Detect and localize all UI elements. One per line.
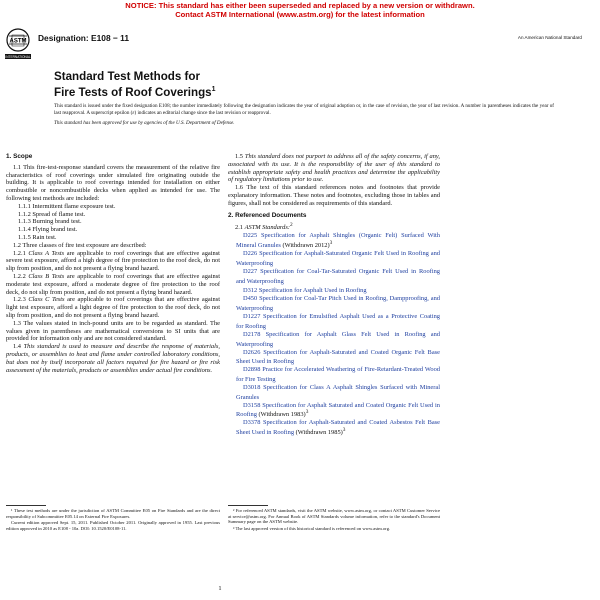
footnote-1-edition: Current edition approved Sept. 15, 2011. Published October 2011. Originally approved in 1955. Last previous edition approved in 2010 as E108 - 10a. DOI: 10.1520/E0108-11. <box>6 520 220 531</box>
reference-title-link[interactable]: Specification for Asphalt Used in Roofing <box>258 287 367 295</box>
list-item: 1.1.4 Flying brand test. <box>18 226 78 234</box>
notice-line-1: NOTICE: This standard has either been superseded and replaced by a new version or withdrawn. <box>125 1 475 10</box>
paragraph-1-4: 1.4 This standard is used to measure and describe the response of materials, products, or assemblies to heat and flame under controlled laboratory conditions, but does not by itself incorporate all factors required for fire hazard or fire risk assessment of the materials, products or assemblies under actual fire conditions. <box>6 343 220 374</box>
intro-designation-note: This standard is issued under the fixed designation E108; the number immediately following the designation indicates the year of original adoption or, in the case of revision, the year of last revision. A number in parentheses indicates the year of last reapproval. A superscript epsilon (ε) indicates an editorial change since the last revision or reapproval. <box>54 103 554 116</box>
left-column <box>6 153 220 374</box>
paragraph-1-1: 1.1 This fire-test-response standard covers the measurement of the relative fire characteristics of roof coverings under simulated fire originating outside the building. It is applicable to roof coverings intended for installation on either combustible or noncombustible decks when applied as intended for use. The following test methods are included: <box>6 163 220 202</box>
title-line-2: Fire Tests of Roof Coverings$^1$ <box>54 85 216 99</box>
paragraph-1-2-2: 1.2.2 Class B Tests are applicable to roof coverings that are effective against moderate test exposure, afford a moderate degree of fire protection to the roof deck, do not slip from position, and do not present a flying brand hazard. <box>6 272 220 296</box>
supersession-notice <box>0 0 600 19</box>
reference-title-link[interactable]: Specification for Asphalt-Saturated and Coated Asbestos Felt Base Sheet Used in Roofing <box>236 419 440 437</box>
referenced-documents-heading: 2. Referenced Documents <box>228 211 307 219</box>
paragraph-1-3: 1.3 The values stated in inch-pound units are to be regarded as standard. The values given in parentheses are mathematical conversions to SI units that are provided for information only and are not considered standard. <box>6 319 220 343</box>
footnote-2: ² For referenced ASTM standards, visit the ASTM website, www.astm.org, or contact ASTM Customer Service at service@astm.org. For Annual Book of ASTM Standards volume information, refer to the standard's Document Summary page on the ASTM website. <box>228 508 440 525</box>
standard-intro <box>54 103 554 131</box>
reference-title-link[interactable]: Practice for Accelerated Weathering of Fire-Retardant-Treated Wood for Fire Testing <box>236 366 440 384</box>
reference-item <box>228 313 440 331</box>
reference-code-link[interactable]: D312 <box>243 287 258 295</box>
reference-item <box>228 250 440 268</box>
reference-item <box>228 402 440 420</box>
intro-dod-approval: This standard has been approved for use by agencies of the U.S. Department of Defense. <box>54 120 235 127</box>
right-column <box>228 153 440 437</box>
footnote-ref-3[interactable]: 3 <box>305 409 309 416</box>
list-item: 1.1.1 Intermittent flame exposure test. <box>18 202 116 210</box>
paragraph-1-2-1: 1.2.1 Class A Tests are applicable to roof coverings that are effective against severe test exposure, afford a high degree of fire protection to the roof deck, do not slip from position, and do not present a flying brand hazard. <box>6 249 220 273</box>
footnote-ref-3[interactable]: 3 <box>329 240 333 247</box>
reference-code-link[interactable]: D225 <box>243 232 258 240</box>
reference-item <box>228 366 440 384</box>
notice-line-2: Contact ASTM International (www.astm.org) for the latest information <box>175 10 425 19</box>
svg-text:INTERNATIONAL: INTERNATIONAL <box>5 55 31 59</box>
american-national-standard-label: An American National Standard <box>517 35 582 40</box>
reference-code-link[interactable]: D226 <box>243 250 258 258</box>
reference-code-link[interactable]: D1227 <box>243 313 261 321</box>
reference-item <box>228 349 440 367</box>
footnotes-left <box>6 505 220 532</box>
reference-code-link[interactable]: D2626 <box>243 348 261 356</box>
reference-item <box>228 384 440 402</box>
page-title <box>54 70 554 99</box>
reference-title-link[interactable]: Specification for Class A Asphalt Shingles Surfaced with Mineral Granules <box>236 383 440 401</box>
list-item: 1.1.3 Burning brand test. <box>18 218 82 226</box>
scope-heading: 1. Scope <box>6 153 33 160</box>
reference-title-link[interactable]: Specification for Emulsified Asphalt Used as a Protective Coating for Roofing <box>236 313 440 331</box>
reference-code-link[interactable]: D2178 <box>243 330 261 338</box>
footnote-1: ¹ These test methods are under the jurisdiction of ASTM Committee E05 on Fire Standards and are the direct responsibility of Subcommittee E05.14 on External Fire Exposures. <box>6 508 220 519</box>
reference-withdrawn-note: (Withdrawn 1985) <box>294 429 343 437</box>
reference-code-link[interactable]: D227 <box>243 267 258 275</box>
reference-title-link[interactable]: Specification for Asphalt-Saturated and Coated Organic Felt Base Sheet Used in Roofing <box>236 348 440 366</box>
reference-title-link[interactable]: Specification for Asphalt Saturated and Coated Organic Felt Used in Roofing <box>236 401 440 419</box>
designation: Designation: E108 − 11 <box>38 33 129 43</box>
reference-code-link[interactable]: D3378 <box>243 419 261 427</box>
reference-code-link[interactable]: D3018 <box>243 383 261 391</box>
list-item: 1.1.2 Spread of flame test. <box>18 210 86 218</box>
reference-item <box>228 268 440 286</box>
reference-item <box>228 331 440 349</box>
svg-text:ASTM: ASTM <box>9 38 27 45</box>
reference-item <box>228 419 440 437</box>
astm-logo-icon <box>4 27 32 63</box>
title-footnote-ref[interactable]: 1 <box>211 86 216 93</box>
paragraph-1-5: 1.5 This standard does not purport to address all of the safety concerns, if any, associated with its use. It is the responsibility of the user of this standard to establish appropriate safety and health practices and determine the applicability of regulatory limitations prior to use. <box>228 153 440 184</box>
paragraph-1-2-3: 1.2.3 Class C Tests are applicable to roof coverings that are effective against light test exposure, afford a light degree of fire protection to the roof deck, do not slip from position, and do not present a flying brand hazard. <box>6 296 220 319</box>
reference-title-link[interactable]: Specification for Asphalt-Saturated Organic Felt Used in Roofing and Waterproofing <box>236 250 440 267</box>
reference-code-link[interactable]: D450 <box>243 295 258 303</box>
paragraph-1-2: 1.2 Three classes of fire test exposure are described: <box>13 241 147 249</box>
paragraph-1-6: 1.6 The text of this standard references notes and footnotes that provide explanatory information. These notes and footnotes, excluding those in tables and figures, shall not be considered as requirements of this standard. <box>228 184 440 207</box>
reference-title-link[interactable]: Specification for Asphalt Shingles (Organic Felt) Surfaced With Mineral Granules <box>236 232 440 250</box>
reference-code-link[interactable]: D3158 <box>243 401 261 409</box>
reference-title-link[interactable]: Specification for Asphalt Glass Felt Used in Roofing and Waterproofing <box>236 330 440 348</box>
page-number: 1 <box>218 585 222 592</box>
reference-withdrawn-note: (Withdrawn 2012) <box>280 242 330 250</box>
reference-title-link[interactable]: Specification for Coal-Tar-Saturated Organic Felt Used in Roofing and Waterproofing <box>236 267 440 285</box>
list-item: 1.1.5 Rain test. <box>18 233 57 241</box>
footnotes-right <box>228 505 440 532</box>
reference-item <box>228 232 440 250</box>
reference-item <box>228 295 440 313</box>
footnote-ref-3[interactable]: 3 <box>342 427 346 434</box>
reference-list <box>228 232 440 437</box>
reference-item <box>228 285 440 295</box>
reference-title-link[interactable]: Specification for Coal-Tar Pitch Used in Roofing, Dampproofing, and Waterproofing <box>236 295 440 313</box>
reference-withdrawn-note: (Withdrawn 1983) <box>256 411 306 419</box>
paragraph-2-1: 2.1 ASTM Standards:$^2$ <box>235 222 293 232</box>
footnote-3: ³ The last approved version of this historical standard is referenced on www.astm.org. <box>233 525 391 531</box>
title-line-1: Standard Test Methods for <box>54 70 201 83</box>
footnote-ref-2[interactable]: 2 <box>290 222 293 229</box>
reference-code-link[interactable]: D2898 <box>243 366 261 374</box>
